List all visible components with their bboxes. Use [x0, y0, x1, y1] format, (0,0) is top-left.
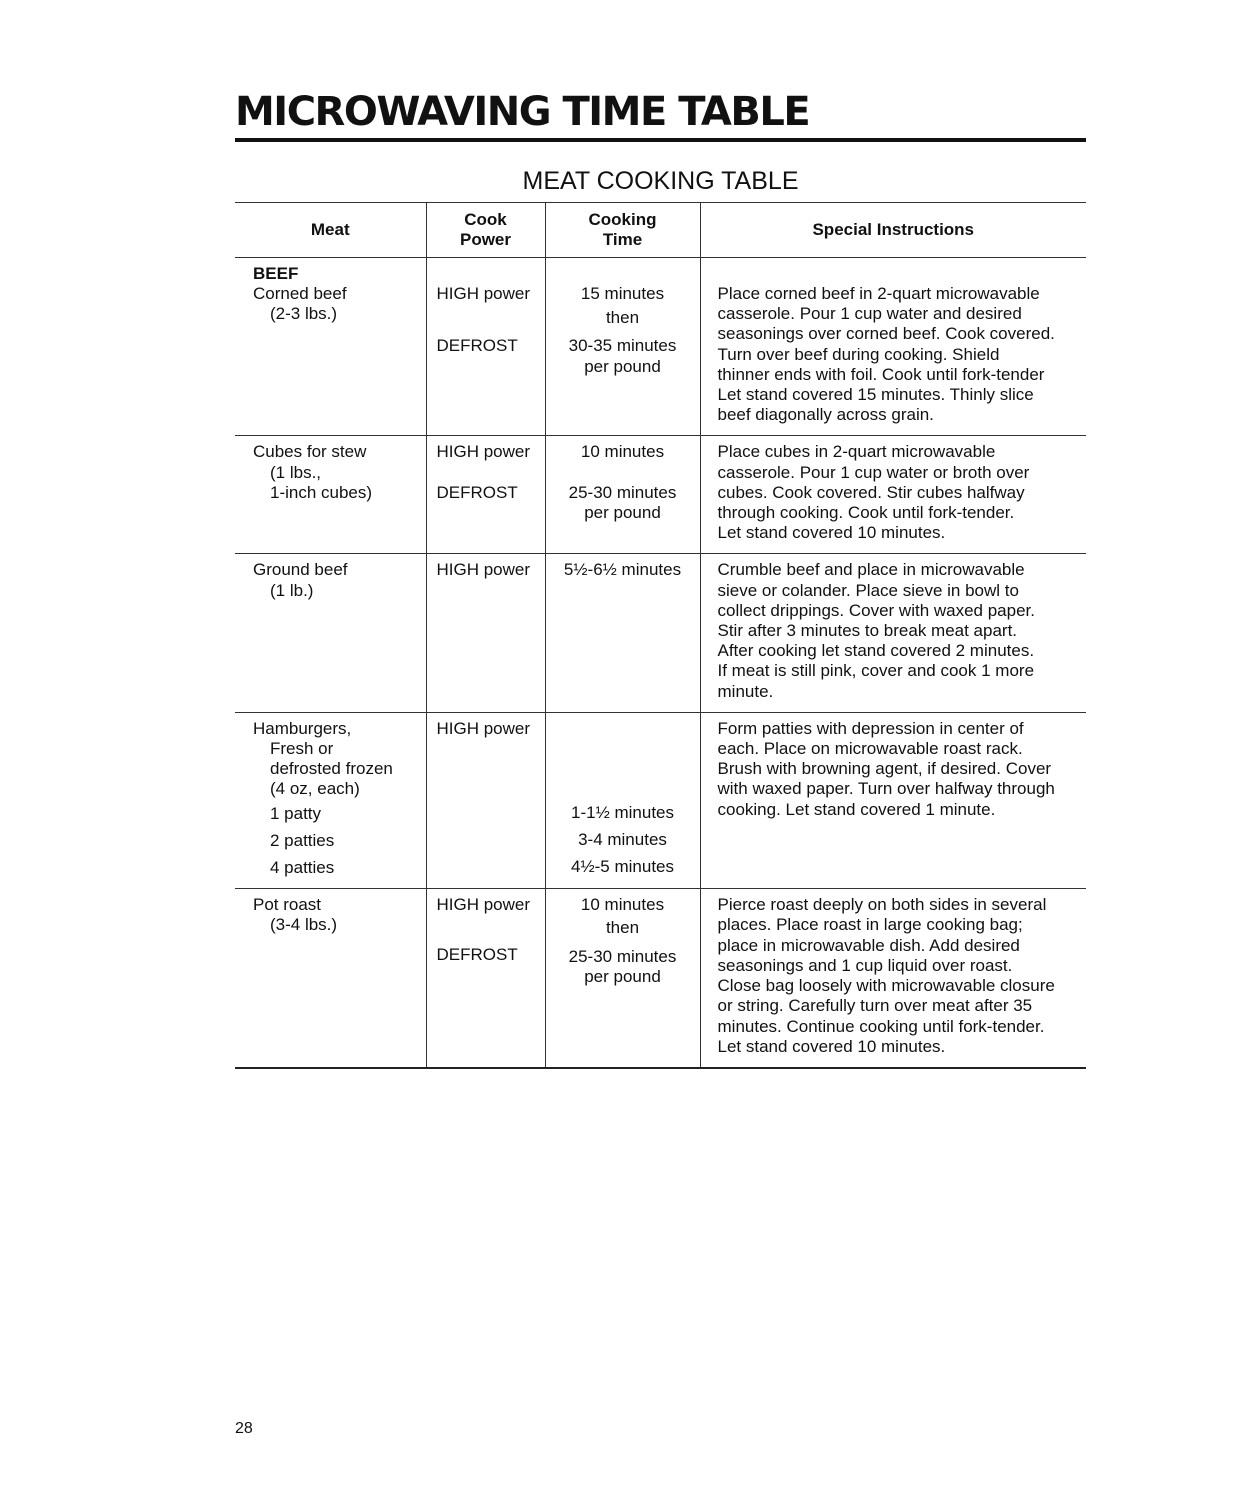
power-value: HIGH power	[436, 560, 531, 580]
instruction-line: each. Place on microwavable roast rack.	[717, 739, 1023, 759]
page-number: 28	[235, 1420, 253, 1437]
instruction-line: Stir after 3 minutes to break meat apart.	[717, 621, 1018, 641]
time-value: 25-30 minutes	[568, 482, 677, 502]
table-title: MEAT COOKING TABLE	[522, 167, 799, 195]
power-cell	[426, 889, 545, 1068]
instruction-line: beef diagonally across grain.	[717, 405, 934, 425]
meat-name: Ground beef	[253, 560, 348, 580]
time-cell	[545, 889, 700, 1068]
header-meat: Meat	[235, 203, 426, 258]
instruction-line: thinner ends with foil. Cook until fork-tender	[717, 364, 1045, 384]
instruction-line: seasonings and 1 cup liquid over roast.	[717, 955, 1013, 975]
group-label: BEEF	[253, 264, 299, 283]
meat-detail: (2-3 lbs.)	[270, 304, 338, 324]
power-value: HIGH power	[436, 895, 531, 915]
instruction-line: Form patties with depression in center of	[717, 718, 1024, 738]
meat-cell	[235, 889, 426, 1068]
time-cell	[545, 436, 700, 554]
instruction-line: Brush with browning agent, if desired. Cover	[717, 759, 1052, 779]
table-row	[235, 436, 1086, 554]
power-value: HIGH power	[436, 718, 531, 738]
power-cell	[426, 436, 545, 554]
time-value: then	[605, 918, 640, 938]
time-value: 3-4 minutes	[578, 830, 667, 850]
meat-cell	[235, 712, 426, 888]
instruction-line: cooking. Let stand covered 1 minute.	[717, 799, 996, 819]
meat-detail: (4 oz, each)	[270, 779, 360, 799]
time-value: per pound	[584, 502, 661, 522]
patty-count: 1 patty	[270, 803, 322, 823]
meat-name: Pot roast	[253, 895, 322, 915]
instructions-cell	[700, 436, 1086, 554]
table-row	[235, 889, 1086, 1068]
time-value: 25-30 minutes	[568, 946, 677, 966]
meat-cooking-table	[235, 202, 1086, 1069]
time-value: per pound	[584, 966, 661, 986]
instruction-line: cubes. Cook covered. Stir cubes halfway	[717, 482, 1025, 502]
header-cook-power: Cook Power	[426, 203, 545, 258]
instruction-line: seasonings over corned beef. Cook covered.	[717, 324, 1055, 344]
meat-name: Corned beef	[253, 284, 347, 304]
power-cell	[426, 554, 545, 712]
meat-detail: defrosted frozen	[270, 759, 393, 779]
power-value: HIGH power	[436, 284, 531, 303]
table-row	[235, 712, 1086, 888]
power-cell	[426, 258, 545, 436]
instruction-line: If meat is still pink, cover and cook 1 more	[717, 661, 1035, 681]
time-value: 30-35 minutes	[568, 336, 677, 356]
instruction-line: with waxed paper. Turn over halfway through	[717, 779, 1055, 799]
time-value: 4½-5 minutes	[571, 857, 674, 877]
patty-count: 4 patties	[270, 858, 335, 878]
time-cell	[545, 258, 700, 436]
instruction-line: collect drippings. Cover with waxed paper.	[717, 600, 1035, 620]
meat-cell	[235, 436, 426, 554]
meat-detail: (1 lbs.,	[270, 462, 322, 482]
time-value: 10 minutes	[580, 895, 665, 915]
instruction-line: Close bag loosely with microwavable closure	[717, 976, 1055, 996]
power-cell	[426, 712, 545, 888]
instruction-line: through cooking. Cook until fork-tender.	[717, 503, 1015, 523]
instruction-line: Let stand covered 10 minutes.	[717, 523, 946, 543]
meat-cell	[235, 554, 426, 712]
instruction-line: Crumble beef and place in microwavable	[717, 560, 1025, 580]
instruction-line: or string. Carefully turn over meat after 35	[717, 996, 1033, 1016]
instructions-cell	[700, 258, 1086, 436]
instruction-line: Place corned beef in 2-quart microwavable	[717, 284, 1040, 303]
instructions-cell	[700, 712, 1086, 888]
page-title: MICROWAVING TIME TABLE	[235, 89, 810, 135]
instruction-line: Turn over beef during cooking. Shield	[717, 344, 1000, 364]
instruction-line: minute.	[717, 681, 774, 701]
meat-cell	[235, 258, 426, 436]
instruction-line: Place cubes in 2-quart microwavable	[717, 442, 996, 462]
instruction-line: After cooking let stand covered 2 minutes.	[717, 641, 1035, 661]
meat-detail: Fresh or	[270, 739, 334, 759]
instructions-cell	[700, 889, 1086, 1068]
time-value: 1-1½ minutes	[571, 802, 674, 822]
instruction-line: Let stand covered 15 minutes. Thinly slice	[717, 385, 1034, 405]
table-header-row	[235, 203, 1086, 258]
instruction-line: places. Place roast in large cooking bag;	[717, 915, 1023, 935]
time-cell	[545, 712, 700, 888]
meat-detail: (1 lb.)	[270, 580, 314, 600]
power-value: DEFROST	[436, 945, 518, 965]
time-cell	[545, 554, 700, 712]
table-row	[235, 258, 1086, 436]
instruction-line: Let stand covered 10 minutes.	[717, 1036, 946, 1056]
instructions-cell	[700, 554, 1086, 712]
meat-name: Hamburgers,	[253, 718, 352, 738]
instruction-line: sieve or colander. Place sieve in bowl to	[717, 580, 1019, 600]
instruction-line: casserole. Pour 1 cup water and desired	[717, 304, 1022, 324]
power-value: DEFROST	[436, 482, 518, 502]
table	[235, 202, 1086, 1069]
power-value: DEFROST	[436, 336, 518, 356]
time-value: 5½-6½ minutes	[563, 560, 682, 580]
meat-detail: (3-4 lbs.)	[270, 915, 338, 935]
time-value: 10 minutes	[580, 442, 665, 462]
instruction-line: place in microwavable dish. Add desired	[717, 935, 1020, 955]
instruction-line: casserole. Pour 1 cup water or broth over	[717, 462, 1030, 482]
meat-detail: 1-inch cubes)	[270, 482, 373, 502]
title-rule	[235, 138, 1086, 142]
table-row	[235, 554, 1086, 712]
header-cooking-time: Cooking Time	[545, 203, 700, 258]
instruction-line: Pierce roast deeply on both sides in several	[717, 895, 1047, 915]
power-value: HIGH power	[436, 442, 531, 462]
meat-name: Cubes for stew	[253, 442, 367, 462]
instruction-line: minutes. Continue cooking until fork-tender.	[717, 1016, 1045, 1036]
patty-count: 2 patties	[270, 830, 335, 850]
time-value: 15 minutes	[580, 284, 665, 303]
time-value: per pound	[584, 356, 661, 376]
time-value: then	[605, 308, 640, 328]
header-special-instructions: Special Instructions	[700, 203, 1086, 258]
